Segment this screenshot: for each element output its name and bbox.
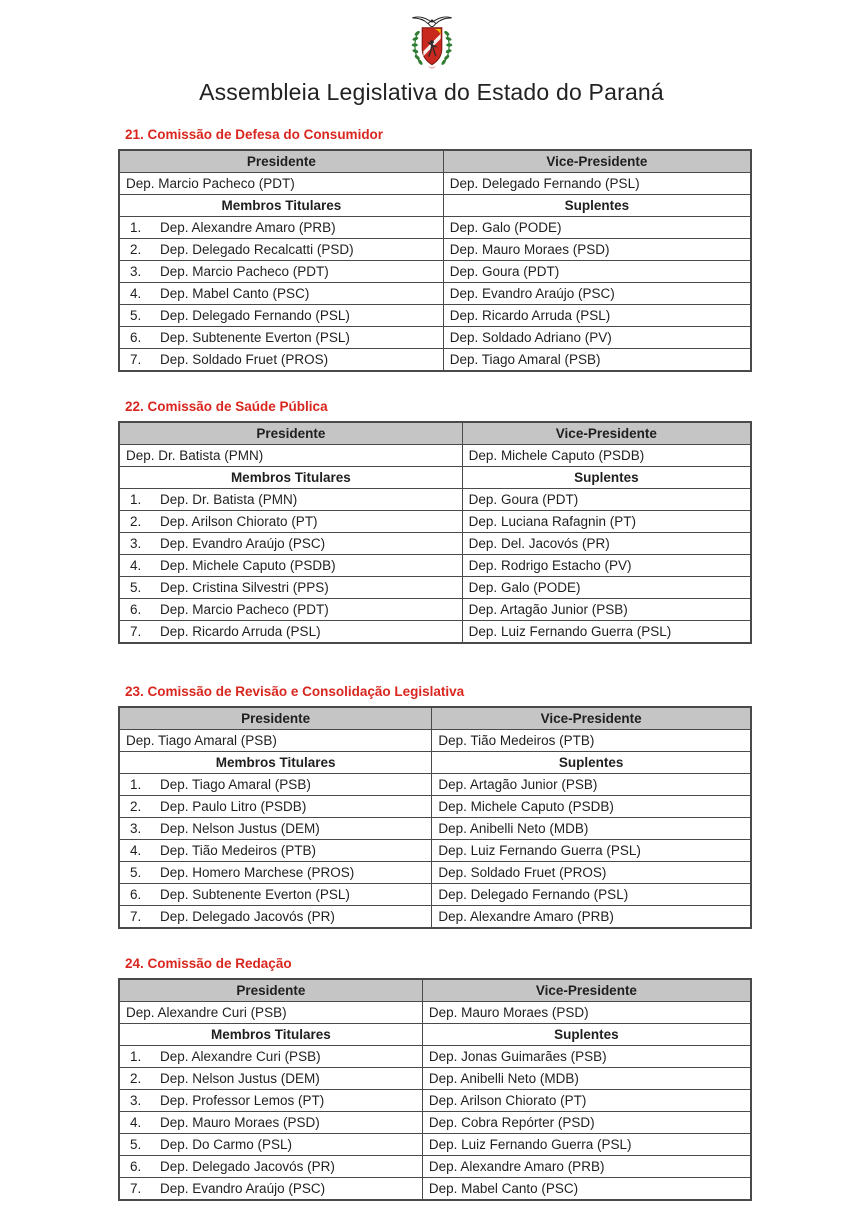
presidente-header: Presidente <box>119 150 443 173</box>
suplente-name: Dep. Mabel Canto (PSC) <box>422 1178 751 1201</box>
commission-section-24 <box>118 956 752 1201</box>
table-row <box>119 621 751 644</box>
table-row <box>119 511 751 533</box>
titular-name: Dep. Delegado Jacovós (PR) <box>160 909 335 924</box>
presidente-name: Dep. Tiago Amaral (PSB) <box>119 730 432 752</box>
row-number: 2. <box>130 242 142 257</box>
members-header-row <box>119 752 751 774</box>
suplente-name: Dep. Ricardo Arruda (PSL) <box>443 305 751 327</box>
suplente-name: Dep. Goura (PDT) <box>462 489 751 511</box>
row-number: 5. <box>130 1137 142 1152</box>
titular-name: Dep. Homero Marchese (PROS) <box>160 865 355 880</box>
titular-name: Dep. Paulo Litro (PSDB) <box>160 799 307 814</box>
suplente-name: Dep. Arilson Chiorato (PT) <box>422 1090 751 1112</box>
vice-presidente-name: Dep. Michele Caputo (PSDB) <box>462 445 751 467</box>
row-number: 7. <box>130 1181 142 1196</box>
suplente-name: Dep. Soldado Adriano (PV) <box>443 327 751 349</box>
section-title: 24. Comissão de Redação <box>125 956 292 971</box>
officers-row <box>119 730 751 752</box>
table-row <box>119 1068 751 1090</box>
parana-coat-of-arms-icon <box>401 13 463 77</box>
row-number: 1. <box>130 492 142 507</box>
suplente-name: Dep. Alexandre Amaro (PRB) <box>422 1156 751 1178</box>
row-number: 5. <box>130 865 142 880</box>
suplente-name: Dep. Artagão Junior (PSB) <box>462 599 751 621</box>
titular-name: Dep. Alexandre Amaro (PRB) <box>160 220 336 235</box>
vice-presidente-name: Dep. Delegado Fernando (PSL) <box>443 173 751 195</box>
section-title: 21. Comissão de Defesa do Consumidor <box>125 127 384 142</box>
commission-section-22 <box>118 399 752 644</box>
officers-row <box>119 445 751 467</box>
titular-name: Dep. Evandro Araújo (PSC) <box>160 536 326 551</box>
commission-table <box>118 706 752 929</box>
titular-name: Dep. Dr. Batista (PMN) <box>160 492 298 507</box>
row-number: 7. <box>130 624 142 639</box>
table-row <box>119 489 751 511</box>
suplente-name: Dep. Anibelli Neto (MDB) <box>422 1068 751 1090</box>
suplente-name: Dep. Alexandre Amaro (PRB) <box>432 906 751 929</box>
row-number: 6. <box>130 330 142 345</box>
table-row <box>119 261 751 283</box>
table-row <box>119 906 751 929</box>
table-row <box>119 1156 751 1178</box>
table-row <box>119 1112 751 1134</box>
members-header-row <box>119 195 751 217</box>
row-number: 4. <box>130 286 142 301</box>
suplente-name: Dep. Artagão Junior (PSB) <box>432 774 751 796</box>
titular-name: Dep. Delegado Jacovós (PR) <box>160 1159 335 1174</box>
row-number: 1. <box>130 220 142 235</box>
membros-titulares-header: Membros Titulares <box>119 1024 422 1046</box>
table-row <box>119 305 751 327</box>
row-number: 3. <box>130 536 142 551</box>
titular-name: Dep. Alexandre Curi (PSB) <box>160 1049 321 1064</box>
titular-name: Dep. Evandro Araújo (PSC) <box>160 1181 326 1196</box>
table-row <box>119 1178 751 1201</box>
suplente-name: Dep. Luiz Fernando Guerra (PSL) <box>432 840 751 862</box>
table-row <box>119 533 751 555</box>
table-row <box>119 1046 751 1068</box>
vice-presidente-header: Vice-Presidente <box>462 422 751 445</box>
row-number: 1. <box>130 777 142 792</box>
titular-name: Dep. Subtenente Everton (PSL) <box>160 330 350 345</box>
titular-name: Dep. Delegado Recalcatti (PSD) <box>160 242 354 257</box>
vice-presidente-header: Vice-Presidente <box>422 979 751 1002</box>
suplente-name: Dep. Luiz Fernando Guerra (PSL) <box>462 621 751 644</box>
row-number: 3. <box>130 821 142 836</box>
table-header-row <box>119 422 751 445</box>
commission-section-23 <box>118 684 752 929</box>
table-header-row <box>119 979 751 1002</box>
table-header-row <box>119 150 751 173</box>
suplentes-header: Suplentes <box>422 1024 751 1046</box>
suplente-name: Dep. Evandro Araújo (PSC) <box>443 283 751 305</box>
membros-titulares-header: Membros Titulares <box>119 195 443 217</box>
row-number: 6. <box>130 887 142 902</box>
section-title: 22. Comissão de Saúde Pública <box>125 399 328 414</box>
suplentes-header: Suplentes <box>462 467 751 489</box>
table-row <box>119 862 751 884</box>
commission-section-21 <box>118 127 752 372</box>
suplente-name: Dep. Goura (PDT) <box>443 261 751 283</box>
titular-name: Dep. Mabel Canto (PSC) <box>160 286 310 301</box>
table-row <box>119 840 751 862</box>
suplentes-header: Suplentes <box>432 752 751 774</box>
titular-name: Dep. Arilson Chiorato (PT) <box>160 514 318 529</box>
vice-presidente-name: Dep. Mauro Moraes (PSD) <box>422 1002 751 1024</box>
row-number: 6. <box>130 1159 142 1174</box>
table-row <box>119 1134 751 1156</box>
row-number: 4. <box>130 558 142 573</box>
table-row <box>119 796 751 818</box>
titular-name: Dep. Professor Lemos (PT) <box>160 1093 325 1108</box>
content <box>118 127 752 1201</box>
table-row <box>119 884 751 906</box>
table-row <box>119 327 751 349</box>
suplente-name: Dep. Michele Caputo (PSDB) <box>432 796 751 818</box>
row-number: 7. <box>130 909 142 924</box>
presidente-name: Dep. Marcio Pacheco (PDT) <box>119 173 443 195</box>
row-number: 2. <box>130 1071 142 1086</box>
titular-name: Dep. Tião Medeiros (PTB) <box>160 843 317 858</box>
document-header <box>0 0 863 106</box>
row-number: 2. <box>130 799 142 814</box>
titular-name: Dep. Delegado Fernando (PSL) <box>160 308 350 323</box>
suplente-name: Dep. Luciana Rafagnin (PT) <box>462 511 751 533</box>
suplente-name: Dep. Luiz Fernando Guerra (PSL) <box>422 1134 751 1156</box>
vice-presidente-name: Dep. Tião Medeiros (PTB) <box>432 730 751 752</box>
row-number: 5. <box>130 308 142 323</box>
table-row <box>119 774 751 796</box>
commission-table <box>118 149 752 372</box>
row-number: 4. <box>130 843 142 858</box>
row-number: 7. <box>130 352 142 367</box>
titular-name: Dep. Subtenente Everton (PSL) <box>160 887 350 902</box>
page-title: Assembleia Legislativa do Estado do Paraná <box>199 79 664 105</box>
presidente-header: Presidente <box>119 707 432 730</box>
titular-name: Dep. Nelson Justus (DEM) <box>160 821 320 836</box>
suplentes-header: Suplentes <box>443 195 751 217</box>
titular-name: Dep. Do Carmo (PSL) <box>160 1137 293 1152</box>
vice-presidente-header: Vice-Presidente <box>443 150 751 173</box>
presidente-header: Presidente <box>119 422 462 445</box>
table-row <box>119 1090 751 1112</box>
table-row <box>119 599 751 621</box>
suplente-name: Dep. Cobra Repórter (PSD) <box>422 1112 751 1134</box>
officers-row <box>119 1002 751 1024</box>
row-number: 2. <box>130 514 142 529</box>
presidente-name: Dep. Dr. Batista (PMN) <box>119 445 462 467</box>
titular-name: Dep. Ricardo Arruda (PSL) <box>160 624 321 639</box>
suplente-name: Dep. Anibelli Neto (MDB) <box>432 818 751 840</box>
table-row <box>119 818 751 840</box>
table-row <box>119 577 751 599</box>
table-row <box>119 217 751 239</box>
table-row <box>119 555 751 577</box>
suplente-name: Dep. Galo (PODE) <box>462 577 751 599</box>
row-number: 3. <box>130 264 142 279</box>
membros-titulares-header: Membros Titulares <box>119 467 462 489</box>
table-row <box>119 239 751 261</box>
titular-name: Dep. Marcio Pacheco (PDT) <box>160 264 329 279</box>
officers-row <box>119 173 751 195</box>
suplente-name: Dep. Jonas Guimarães (PSB) <box>422 1046 751 1068</box>
presidente-name: Dep. Alexandre Curi (PSB) <box>119 1002 422 1024</box>
suplente-name: Dep. Soldado Fruet (PROS) <box>432 862 751 884</box>
vice-presidente-header: Vice-Presidente <box>432 707 751 730</box>
suplente-name: Dep. Rodrigo Estacho (PV) <box>462 555 751 577</box>
presidente-header: Presidente <box>119 979 422 1002</box>
titular-name: Dep. Cristina Silvestri (PPS) <box>160 580 329 595</box>
suplente-name: Dep. Delegado Fernando (PSL) <box>432 884 751 906</box>
titular-name: Dep. Nelson Justus (DEM) <box>160 1071 320 1086</box>
row-number: 4. <box>130 1115 142 1130</box>
section-title: 23. Comissão de Revisão e Consolidação Legislativa <box>125 684 465 699</box>
membros-titulares-header: Membros Titulares <box>119 752 432 774</box>
table-header-row <box>119 707 751 730</box>
titular-name: Dep. Soldado Fruet (PROS) <box>160 352 329 367</box>
suplente-name: Dep. Del. Jacovós (PR) <box>462 533 751 555</box>
commission-table <box>118 421 752 644</box>
row-number: 1. <box>130 1049 142 1064</box>
row-number: 5. <box>130 580 142 595</box>
titular-name: Dep. Michele Caputo (PSDB) <box>160 558 336 573</box>
titular-name: Dep. Marcio Pacheco (PDT) <box>160 602 329 617</box>
table-row <box>119 349 751 372</box>
table-row <box>119 283 751 305</box>
members-header-row <box>119 1024 751 1046</box>
row-number: 3. <box>130 1093 142 1108</box>
suplente-name: Dep. Tiago Amaral (PSB) <box>443 349 751 372</box>
titular-name: Dep. Tiago Amaral (PSB) <box>160 777 311 792</box>
suplente-name: Dep. Mauro Moraes (PSD) <box>443 239 751 261</box>
members-header-row <box>119 467 751 489</box>
suplente-name: Dep. Galo (PODE) <box>443 217 751 239</box>
titular-name: Dep. Mauro Moraes (PSD) <box>160 1115 320 1130</box>
commission-table <box>118 978 752 1201</box>
row-number: 6. <box>130 602 142 617</box>
